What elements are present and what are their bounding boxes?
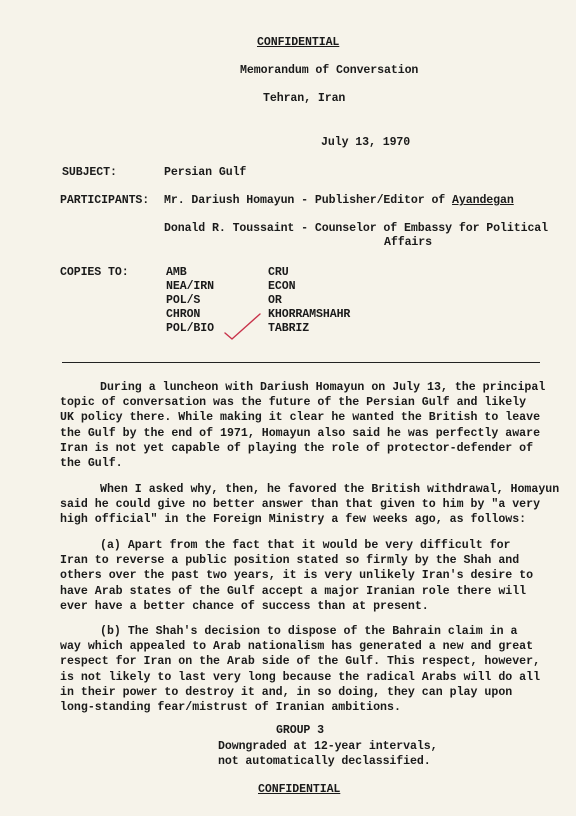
paragraph-4 bbox=[60, 624, 552, 715]
subject-value: Persian Gulf bbox=[164, 166, 247, 179]
downgrade-notice-1: Downgraded at 12-year intervals, bbox=[218, 740, 438, 753]
memo-location: Tehran, Iran bbox=[263, 92, 346, 105]
paragraph-line: the Gulf by the end of 1971, Homayun also said he was perfectly aware bbox=[60, 426, 541, 440]
paragraph-line: way which appealed to Arab nationalism has generated a new and great bbox=[60, 640, 534, 654]
classification-footer: CONFIDENTIAL bbox=[258, 783, 341, 796]
paragraph-line: others over the past two years, it is very unlikely Iran's desire to bbox=[60, 569, 534, 583]
paragraph-line: Iran to reverse a public position stated so firmly by the Shah and bbox=[60, 554, 520, 568]
paragraph-line: said he could give no better answer than that given to him by "a very bbox=[60, 498, 541, 512]
paragraph-line: in their power to destroy it and, in so doing, they can play upon bbox=[60, 685, 513, 699]
copies-item: AMB bbox=[166, 266, 187, 279]
copies-item: POL/BIO bbox=[166, 322, 215, 335]
subject-label: SUBJECT: bbox=[62, 166, 117, 179]
paragraph-2 bbox=[60, 482, 560, 528]
memo-title: Memorandum of Conversation bbox=[240, 64, 419, 77]
paragraph-line: is not likely to last very long because the radical Arabs will do all bbox=[60, 670, 541, 684]
classification-header: CONFIDENTIAL bbox=[257, 36, 340, 49]
paragraph-line: respect for Iran on the Arab side of the Gulf. This respect, however, bbox=[60, 655, 541, 669]
copies-item: POL/S bbox=[166, 294, 201, 307]
group-marking: GROUP 3 bbox=[276, 724, 325, 737]
copies-item: OR bbox=[268, 294, 282, 307]
copies-item: ECON bbox=[268, 280, 296, 293]
paragraph-line: (b) The Shah's decision to dispose of the Bahrain claim in a bbox=[100, 625, 518, 638]
paragraph-line: ever have a better chance of success than at present. bbox=[60, 599, 429, 613]
participant-toussaint-cont: Affairs bbox=[384, 236, 433, 249]
copies-item: CRU bbox=[268, 266, 289, 279]
paragraph-line: Iran is not yet capable of playing the role of protector-defender of bbox=[60, 441, 534, 455]
paragraph-1 bbox=[60, 380, 552, 471]
paragraph-line: (a) Apart from the fact that it would be very difficult for bbox=[100, 539, 511, 552]
publication-name: Ayandegan bbox=[452, 194, 514, 207]
paragraph-line: the Gulf. bbox=[60, 457, 123, 471]
copies-item: KHORRAMSHAHR bbox=[268, 308, 351, 321]
check-mark-icon bbox=[222, 311, 262, 341]
participant-toussaint: Donald R. Toussaint - Counselor of Embassy for Political bbox=[164, 222, 549, 235]
paragraph-line: When I asked why, then, he favored the British withdrawal, Homayun bbox=[100, 483, 560, 496]
downgrade-notice-2: not automatically declassified. bbox=[218, 755, 431, 768]
copies-label: COPIES TO: bbox=[60, 266, 129, 279]
paragraph-line: long-standing fear/mistrust of Iranian ambitions. bbox=[60, 701, 401, 715]
paragraph-line: During a luncheon with Dariush Homayun on July 13, the principal bbox=[100, 381, 546, 394]
paragraph-line: UK policy there. While making it clear he wanted the British to leave bbox=[60, 411, 541, 425]
participant-homayun bbox=[164, 194, 514, 207]
paragraph-line: have Arab states of the Gulf accept a major Iranian role there will bbox=[60, 584, 527, 598]
paragraph-line: high official" in the Foreign Ministry a few weeks ago, as follows: bbox=[60, 513, 527, 527]
copies-item: TABRIZ bbox=[268, 322, 310, 335]
copies-item: CHRON bbox=[166, 308, 201, 321]
memo-date: July 13, 1970 bbox=[321, 136, 411, 149]
copies-item: NEA/IRN bbox=[166, 280, 215, 293]
participant-homayun-text: Mr. Dariush Homayun - Publisher/Editor of bbox=[164, 194, 453, 207]
divider-rule bbox=[62, 362, 540, 363]
participants-label: PARTICIPANTS: bbox=[60, 194, 150, 207]
paragraph-line: topic of conversation was the future of the Persian Gulf and likely bbox=[60, 396, 527, 410]
paragraph-3 bbox=[60, 538, 552, 614]
